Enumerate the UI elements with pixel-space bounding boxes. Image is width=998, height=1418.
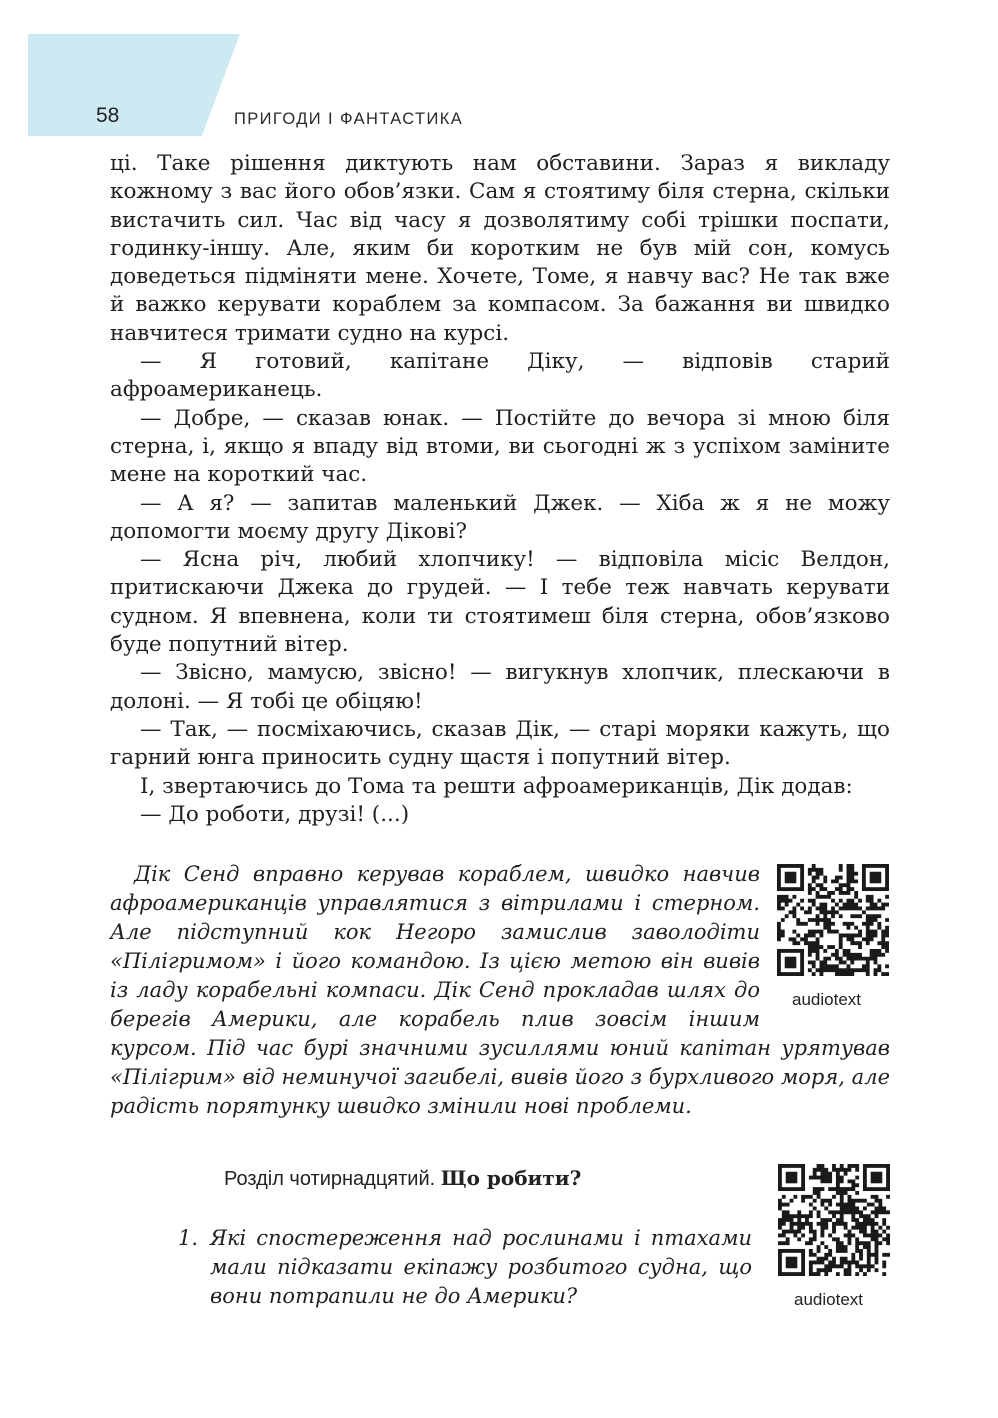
- summary-text: Дік Сенд вправно керував кораблем, швидко навчив афроамериканців управлятися з вітрилами і стерном. Але підступний кок Негоро замислив заволодіти «Пілігримом» і його командою. Із цією метою він вивів із ладу корабельні компаси. Дік Сенд прокладав шлях до берегів Америки, але корабель плив зовсім іншим курсом. Під час бурі значними зусиллями юний капітан урятував «Пілігрим» від неминучої загибелі, вивів його з бурхливого моря, але радість порятунку швидко змінили нові проблеми.: [110, 862, 890, 1118]
- header-band: [28, 34, 240, 136]
- qr-code-icon[interactable]: [778, 1164, 890, 1276]
- paragraph: — Ясна річ, любий хлопчику! — відповіла місіс Велдон, притискаючи Джека до грудей. — І тебе теж навчать керувати судном. Я впевнена, коли ти стоятимеш біля стерна, обов’язково буде попутний вітер.: [110, 547, 890, 658]
- paragraph: — А я? — запитав маленький Джек. — Хіба ж я не можу допомогти моєму другу Дікові?: [110, 490, 890, 544]
- question-item: [178, 1224, 752, 1311]
- audiotext-label: audiotext: [792, 990, 861, 1009]
- paragraph: — Звісно, мамусю, звісно! — вигукнув хлопчик, плескаючи в долоні. — Я тобі це обіцяю!: [110, 660, 890, 714]
- chapter-summary: [110, 860, 890, 1121]
- paragraph: І, звертаючись до Тома та решти афроамериканців, Дік додав:: [140, 773, 853, 799]
- paragraph: — Так, — посміхаючись, сказав Дік, — старі моряки кажуть, що гарний юнга приносить судну щастя і попутний вітер.: [110, 716, 890, 771]
- question-number: 1.: [178, 1226, 199, 1250]
- page-number: 58: [96, 104, 120, 127]
- main-text: [110, 150, 890, 829]
- chapter-title: [224, 1166, 581, 1191]
- running-head: ПРИГОДИ І ФАНТАСТИКА: [234, 110, 464, 128]
- audiotext-label: audiotext: [794, 1290, 863, 1309]
- paragraph: — До роботи, друзі! (...): [140, 801, 410, 827]
- paragraph: ці. Таке рішення диктують нам обставини. Зараз я викладу кожному з вас його обов’язки. Сам я стоятиму біля стерна, скільки вистачить сил. Час від часу я дозволятиму собі трішки поспати, годинку-іншу. Але, яким би коротким не був мій сон, комусь доведеться підміняти мене. Хочете, Томе, я навчу вас? Не так вже й важко керувати кораблем за компасом. За бажання ви швидко навчитеся тримати судно на курсі.: [110, 151, 890, 346]
- chapter-name: Що робити?: [440, 1166, 582, 1190]
- question-text: Які спостереження над рослинами і птахами мали підказати екіпажу розбитого судна, що вони потрапили не до Америки?: [210, 1226, 752, 1308]
- paragraph: — Я готовий, капітане Діку, — відповів старий афроамериканець.: [110, 349, 890, 403]
- paragraph: — Добре, — сказав юнак. — Постійте до вечора зі мною біля стерна, і, якщо я впаду від втоми, ви сьогодні ж з успіхом заміните мене на короткий час.: [110, 405, 890, 488]
- chapter-number: Розділ чотирнадцятий.: [224, 1168, 436, 1190]
- qr-code-icon[interactable]: [777, 864, 889, 976]
